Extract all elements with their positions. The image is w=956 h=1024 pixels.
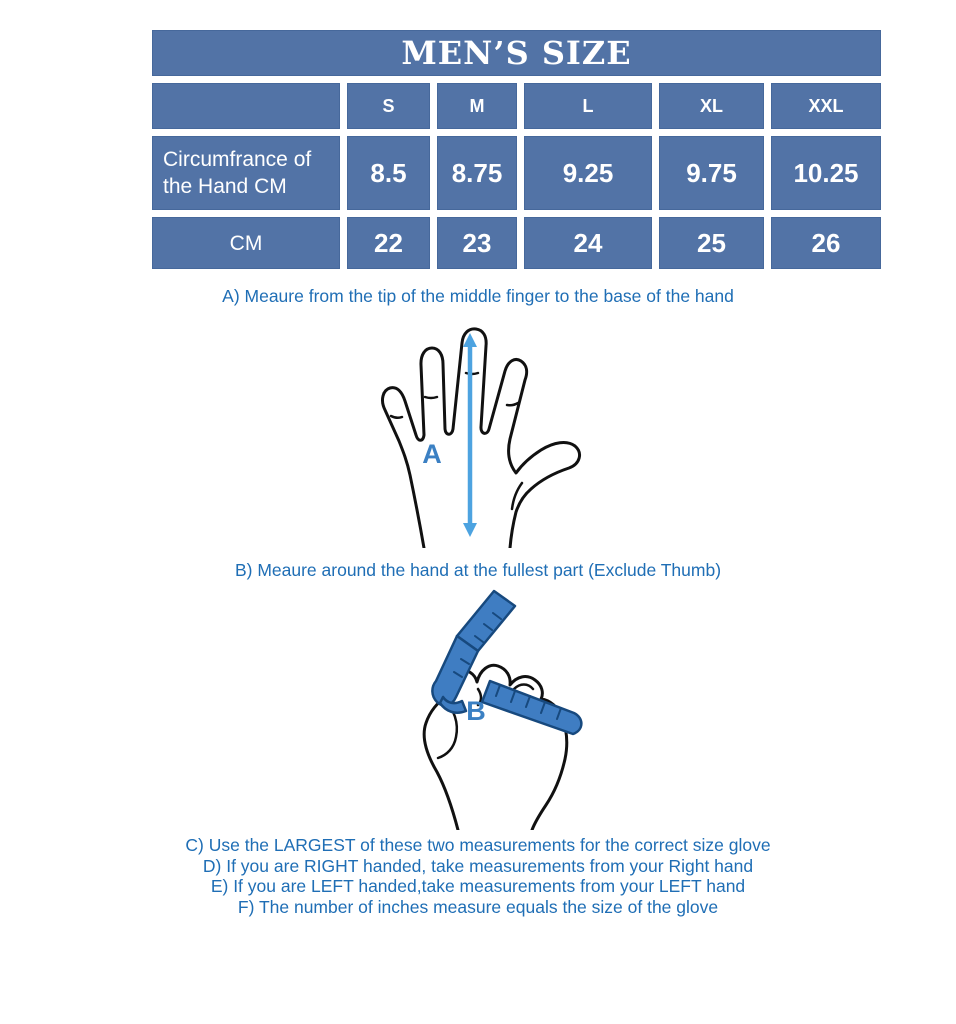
row-label-cm: CM bbox=[152, 217, 340, 269]
figure-b-letter: B bbox=[466, 696, 486, 726]
row-label-circumference: Circumfrance of the Hand CM bbox=[152, 136, 340, 210]
col-header-xxl: XXL bbox=[771, 83, 881, 129]
instruction-f: F) The number of inches measure equals the size of the glove bbox=[237, 896, 719, 917]
table-corner-cell bbox=[152, 83, 340, 129]
cm-value-l: 24 bbox=[524, 217, 652, 269]
instruction-a: A) Meaure from the tip of the middle finger to the base of the hand bbox=[222, 286, 734, 306]
table-title: MEN’S SIZE bbox=[152, 30, 881, 76]
circumference-value-xxl: 10.25 bbox=[771, 136, 881, 210]
circumference-value-l: 9.25 bbox=[524, 136, 652, 210]
notes-block bbox=[0, 835, 956, 917]
col-header-xl: XL bbox=[659, 83, 764, 129]
circumference-value-m: 8.75 bbox=[437, 136, 517, 210]
instruction-c: C) Use the LARGEST of these two measurements for the correct size glove bbox=[185, 835, 771, 855]
col-header-s: S bbox=[347, 83, 430, 129]
open-hand-measure-figure bbox=[358, 313, 598, 548]
cm-value-m: 23 bbox=[437, 217, 517, 269]
col-header-l: L bbox=[524, 83, 652, 129]
cm-value-xl: 25 bbox=[659, 217, 764, 269]
circumference-value-s: 8.5 bbox=[347, 136, 430, 210]
instruction-b: B) Meaure around the hand at the fullest part (Exclude Thumb) bbox=[234, 560, 722, 580]
instruction-d: D) If you are RIGHT handed, take measurements from your Right hand bbox=[202, 855, 754, 876]
cm-value-xxl: 26 bbox=[771, 217, 881, 269]
col-header-m: M bbox=[437, 83, 517, 129]
instruction-e: E) If you are LEFT handed,take measurements from your LEFT hand bbox=[210, 876, 746, 896]
figure-a-letter: A bbox=[422, 439, 442, 469]
circumference-value-xl: 9.75 bbox=[659, 136, 764, 210]
fist-tape-measure-figure bbox=[388, 585, 588, 830]
mens-size-table bbox=[152, 30, 876, 269]
hand-outline-drawing bbox=[383, 329, 580, 548]
cm-value-s: 22 bbox=[347, 217, 430, 269]
